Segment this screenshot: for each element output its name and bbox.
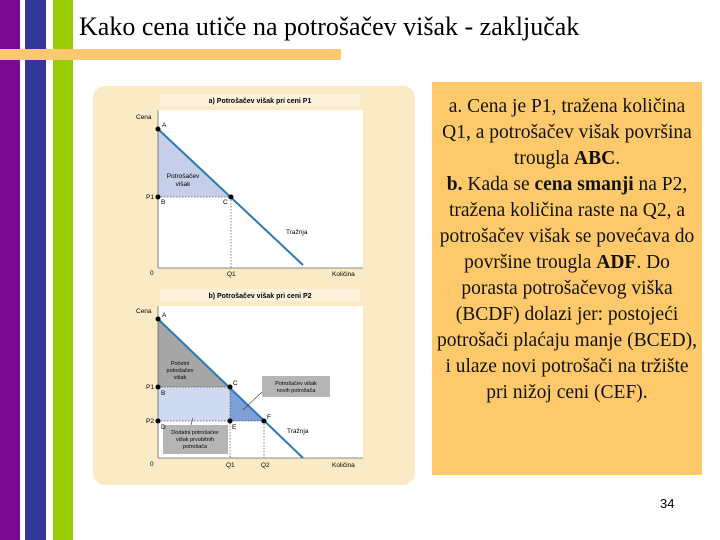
chart-a-x-label: Količina xyxy=(332,271,355,278)
extra-surplus-label: višak prvobitnih xyxy=(176,437,214,443)
chart-a-y-label: Cena xyxy=(136,114,152,121)
label-p1: P1 xyxy=(146,384,154,391)
label-d: D xyxy=(161,424,166,431)
text-bold: ABC xyxy=(574,148,616,169)
text-part: . Do porasta potrošačevog viška (BCDF) dolazi jer: postojeći potrošači plaćaju manje (BCED), i ulaze novi potrošači na tržište pri nižoj ceni (CEF). xyxy=(437,252,697,403)
origin-label: 0 xyxy=(150,270,154,277)
title-underline xyxy=(0,49,341,60)
surplus-label: Potrošačev xyxy=(166,173,200,180)
text-bold: cena smanji xyxy=(534,174,634,195)
label-p2: P2 xyxy=(146,418,154,425)
initial-surplus-label: Početni xyxy=(170,361,190,367)
label-p1: P1 xyxy=(146,194,154,201)
text-bold: b. xyxy=(446,174,463,195)
demand-label: Tražnja xyxy=(286,229,308,236)
purple-stripe xyxy=(0,0,20,540)
consumer-surplus-figure xyxy=(93,86,415,485)
blue-stripe xyxy=(25,0,46,540)
surplus-label: višak xyxy=(175,181,191,188)
demand-label: Tražnja xyxy=(287,428,309,435)
extra-surplus-label: Dodatni potrošačev xyxy=(171,430,219,436)
slide-title: Kako cena utiče na potrošačev višak - zaključak xyxy=(79,12,580,41)
conclusion-text xyxy=(432,82,702,475)
label-a: A xyxy=(162,122,167,129)
chart-b-extra-surplus xyxy=(158,387,230,421)
label-a: A xyxy=(162,312,167,319)
label-c: C xyxy=(223,199,228,206)
chart-a-title: a) Potrošačev višak pri ceni P1 xyxy=(208,98,312,105)
label-q2: Q2 xyxy=(261,462,270,469)
label-f: F xyxy=(267,414,271,421)
text-part: na P2, tražena količina raste na Q2, a potrošačev višak se povećava do površine trougla xyxy=(439,174,695,273)
label-b: B xyxy=(161,390,166,397)
chart-a-point-b xyxy=(156,195,161,200)
chart-a-point-a xyxy=(156,127,161,132)
text-bold: ADF xyxy=(596,252,637,273)
origin-label: 0 xyxy=(150,461,154,468)
text-part: Kada se xyxy=(462,174,535,195)
chart-b-title: b) Potrošačev višak pri ceni P2 xyxy=(208,293,312,300)
chart-b-x-label: Količina xyxy=(332,462,355,469)
extra-surplus-label: potrošača xyxy=(182,444,208,450)
initial-surplus-label: višak xyxy=(173,375,187,381)
label-c: C xyxy=(233,380,238,387)
label-e: E xyxy=(232,424,237,431)
chart-a-point-c xyxy=(229,195,234,200)
initial-surplus-label: potrošačev xyxy=(166,368,194,374)
new-surplus-label: Potrošačev višak xyxy=(275,381,317,387)
label-q1: Q1 xyxy=(226,462,235,469)
label-b: B xyxy=(161,199,166,206)
text-part: a. Cena je P1, tražena količina Q1, a potrošačev višak površina trougla xyxy=(442,96,692,169)
label-q1: Q1 xyxy=(227,271,236,278)
text-part: . xyxy=(615,148,621,169)
new-surplus-label: novih potrošača xyxy=(276,388,316,394)
green-stripe xyxy=(53,0,73,540)
chart-b-y-label: Cena xyxy=(136,308,152,315)
page-number: 34 xyxy=(660,496,675,511)
